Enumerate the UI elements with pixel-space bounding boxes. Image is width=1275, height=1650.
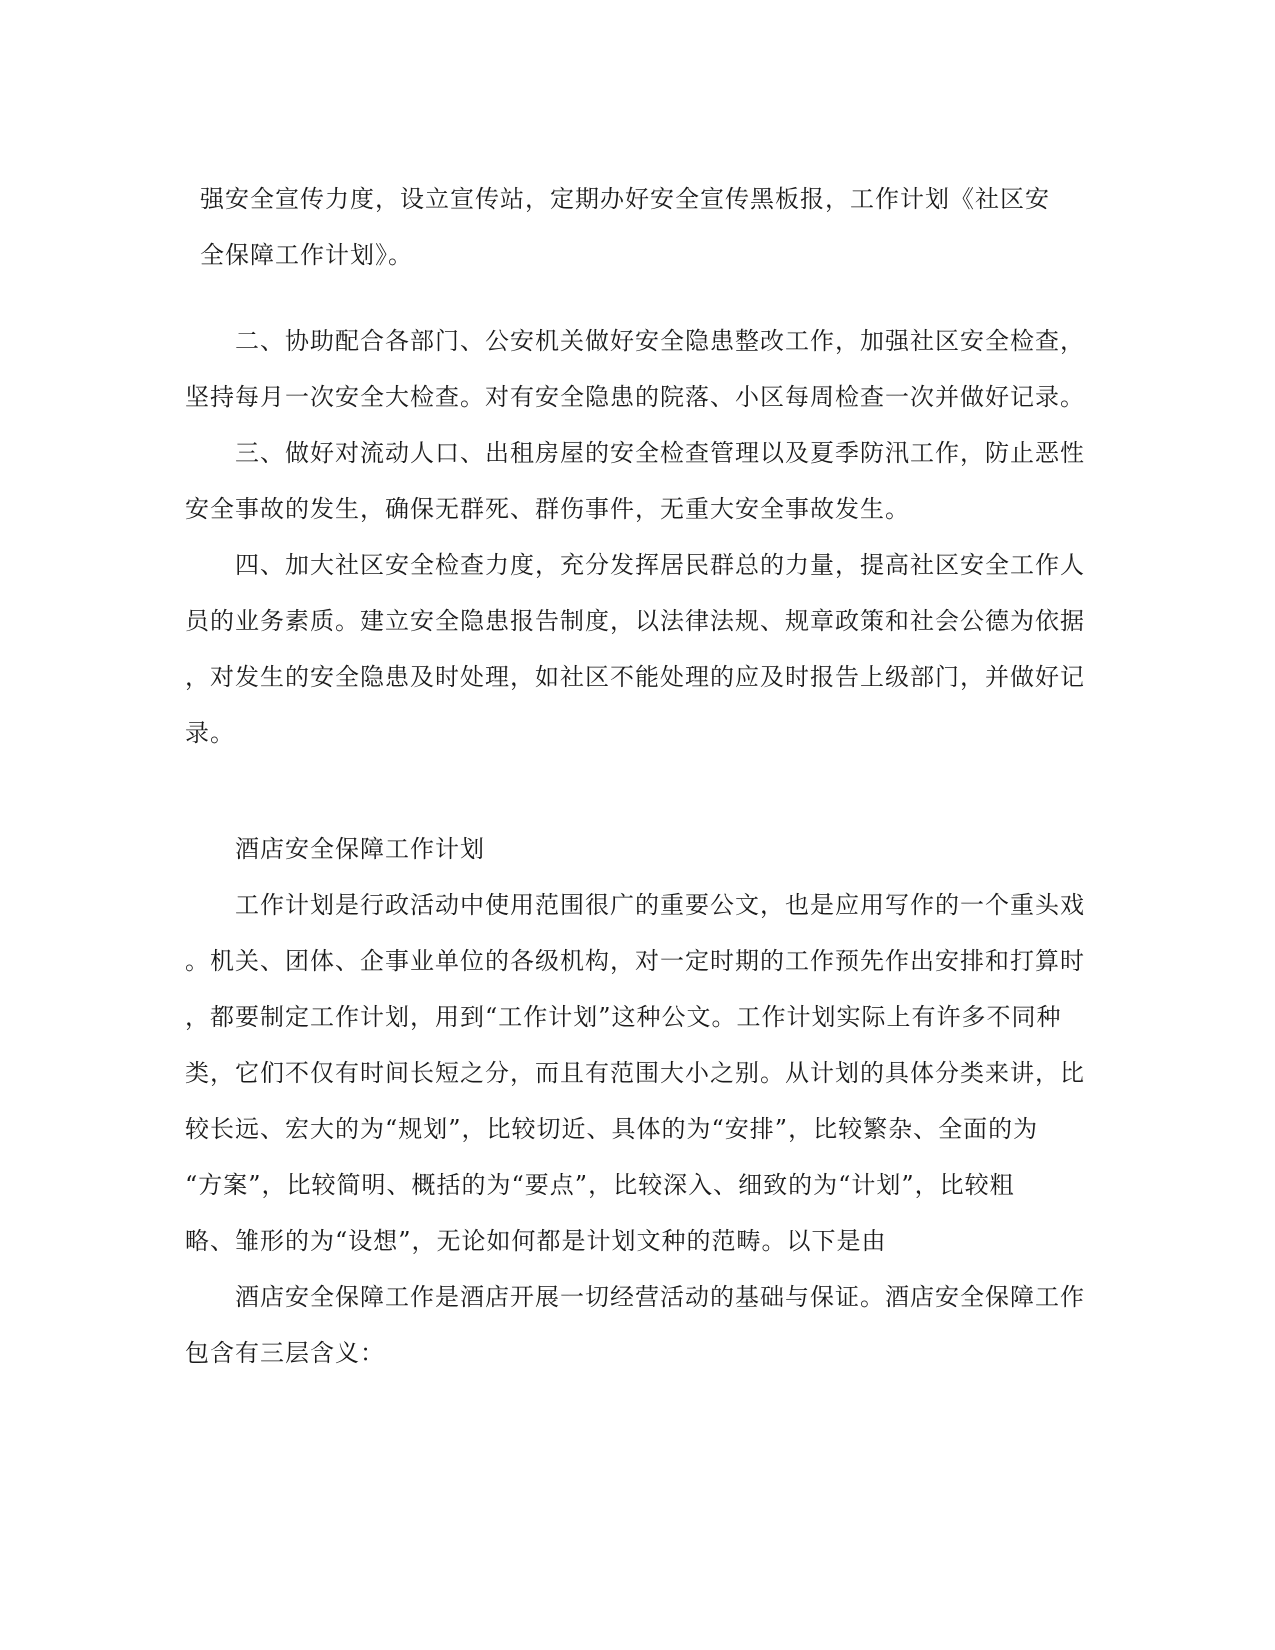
text-line: 二、协助配合各部门、公安机关做好安全隐患整改工作，加强社区安全检查，: [235, 327, 1085, 355]
text-line: 较长远、宏大的为“规划”，比较切近、具体的为“安排”，比较繁杂、全面的为: [185, 1115, 1039, 1143]
text-line: 。机关、团体、企事业单位的各级机构，对一定时期的工作预先作出安排和打算时: [185, 947, 1085, 975]
text-line: 工作计划是行政活动中使用范围很广的重要公文，也是应用写作的一个重头戏: [235, 891, 1085, 919]
text-line: 安全事故的发生，确保无群死、群伤事件，无重大安全事故发生。: [185, 495, 910, 523]
section-heading: 酒店安全保障工作计划: [235, 835, 485, 863]
text-line: 三、做好对流动人口、出租房屋的安全检查管理以及夏季防汛工作，防止恶性: [235, 439, 1085, 467]
text-line: 员的业务素质。建立安全隐患报告制度，以法律法规、规章政策和社会公德为依据: [185, 607, 1085, 635]
text-line: 四、加大社区安全检查力度，充分发挥居民群总的力量，提高社区安全工作人: [235, 551, 1085, 579]
text-line: 强安全宣传力度，设立宣传站，定期办好安全宣传黑板报，工作计划《社区安: [200, 185, 1050, 213]
text-line: 酒店安全保障工作是酒店开展一切经营活动的基础与保证。酒店安全保障工作: [235, 1283, 1085, 1311]
text-line: ，都要制定工作计划，用到“工作计划”这种公文。工作计划实际上有许多不同种: [185, 1003, 1062, 1031]
text-line: 包含有三层含义：: [185, 1339, 385, 1367]
text-line: 类，它们不仅有时间长短之分，而且有范围大小之别。从计划的具体分类来讲，比: [185, 1059, 1085, 1087]
text-line: 全保障工作计划》。: [200, 241, 413, 269]
text-line: 略、雏形的为“设想”，无论如何都是计划文种的范畴。以下是由: [185, 1227, 887, 1255]
text-line: 录。: [185, 719, 235, 747]
text-line: “方案”，比较简明、概括的为“要点”，比较深入、细致的为“计划”，比较粗: [185, 1171, 1015, 1199]
text-line: 坚持每月一次安全大检查。对有安全隐患的院落、小区每周检查一次并做好记录。: [185, 383, 1085, 411]
text-line: ，对发生的安全隐患及时处理，如社区不能处理的应及时报告上级部门，并做好记: [185, 663, 1085, 691]
